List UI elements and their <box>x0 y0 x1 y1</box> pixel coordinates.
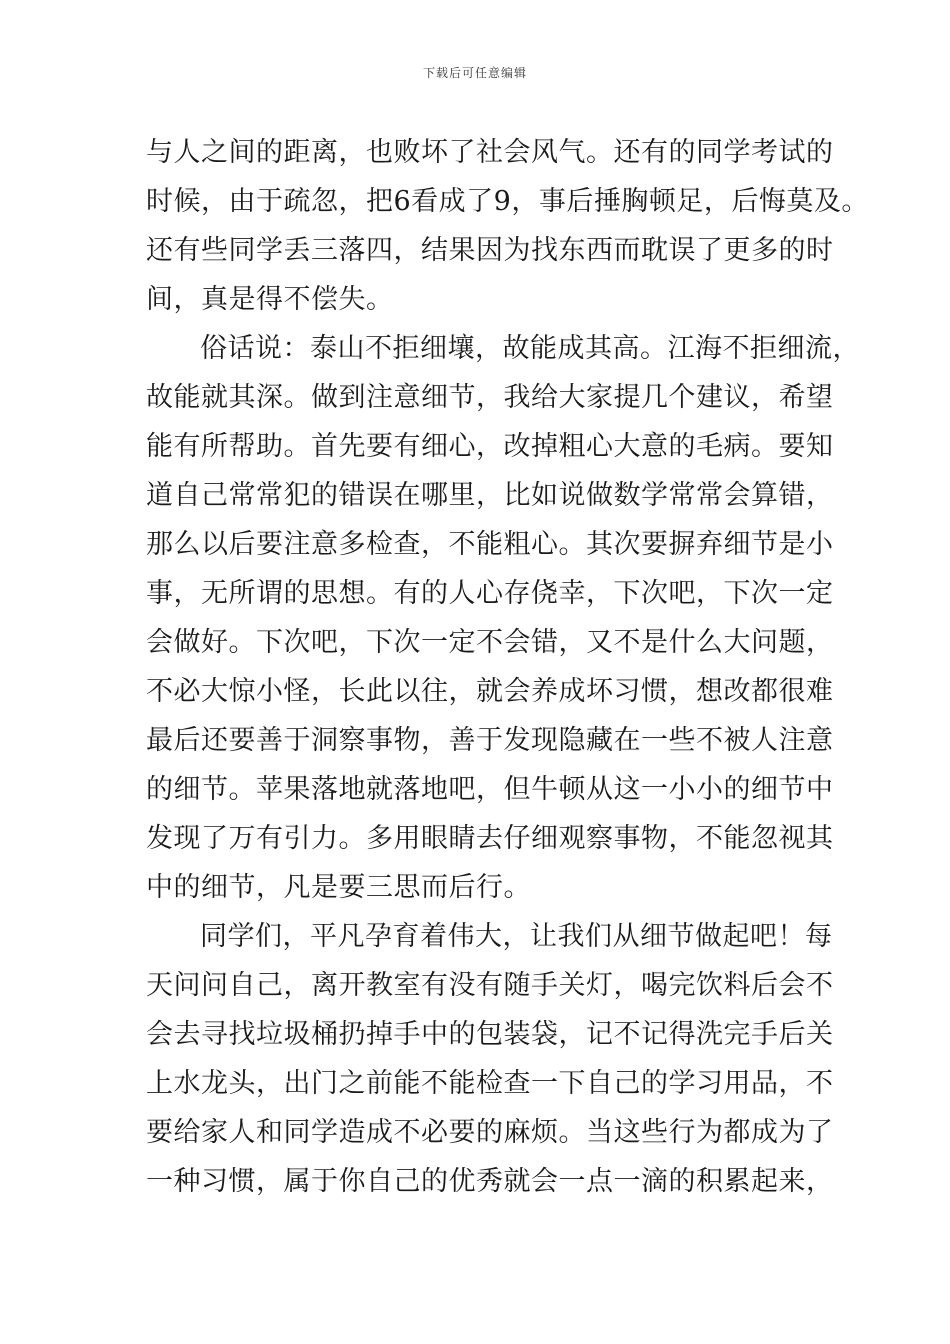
body-text <box>146 128 869 1206</box>
paragraph-start-line: 俗话说：泰山不拒细壤，故能成其高。江海不拒细流， <box>200 333 860 364</box>
text-line: 时候，由于疏忽，把6看成了9，事后捶胸顿足，后悔莫及。 <box>146 186 869 217</box>
text-line: 一种习惯，属于你自己的优秀就会一点一滴的积累起来， <box>146 1166 834 1197</box>
text-line: 与人之间的距离，也败坏了社会风气。还有的同学考试的 <box>146 137 834 168</box>
text-line: 道自己常常犯的错误在哪里，比如说做数学常常会算错， <box>146 480 834 511</box>
text-line: 还有些同学丢三落四，结果因为找东西而耽误了更多的时 <box>146 235 834 266</box>
text-line: 那么以后要注意多检查，不能粗心。其次要摒弃细节是小 <box>146 529 834 560</box>
text-line: 会去寻找垃圾桶扔掉手中的包装袋，记不记得洗完手后关 <box>146 1019 834 1050</box>
text-line: 间，真是得不偿失。 <box>146 284 394 315</box>
text-line: 中的细节，凡是要三思而后行。 <box>146 872 531 903</box>
paragraph-start-line: 同学们，平凡孕育着伟大，让我们从细节做起吧！每 <box>200 921 833 952</box>
page-header: 下载后可任意编辑 <box>422 66 527 80</box>
text-line: 事，无所谓的思想。有的人心存侥幸，下次吧，下次一定 <box>146 578 834 609</box>
text-line: 故能就其深。做到注意细节，我给大家提几个建议，希望 <box>146 382 834 413</box>
text-line: 能有所帮助。首先要有细心，改掉粗心大意的毛病。要知 <box>146 431 834 462</box>
text-line: 会做好。下次吧，下次一定不会错，又不是什么大问题， <box>146 627 834 658</box>
text-line: 不必大惊小怪，长此以往，就会养成坏习惯，想改都很难 <box>146 676 834 707</box>
text-line: 的细节。苹果落地就落地吧，但牛顿从这一小小的细节中 <box>146 774 834 805</box>
text-line: 发现了万有引力。多用眼睛去仔细观察事物，不能忽视其 <box>146 823 834 854</box>
text-line: 上水龙头，出门之前能不能检查一下自己的学习用品，不 <box>146 1068 834 1099</box>
text-line: 天问问自己，离开教室有没有随手关灯，喝完饮料后会不 <box>146 970 834 1001</box>
text-line: 最后还要善于洞察事物，善于发现隐藏在一些不被人注意 <box>146 725 834 756</box>
text-line: 要给家人和同学造成不必要的麻烦。当这些行为都成为了 <box>146 1117 834 1148</box>
